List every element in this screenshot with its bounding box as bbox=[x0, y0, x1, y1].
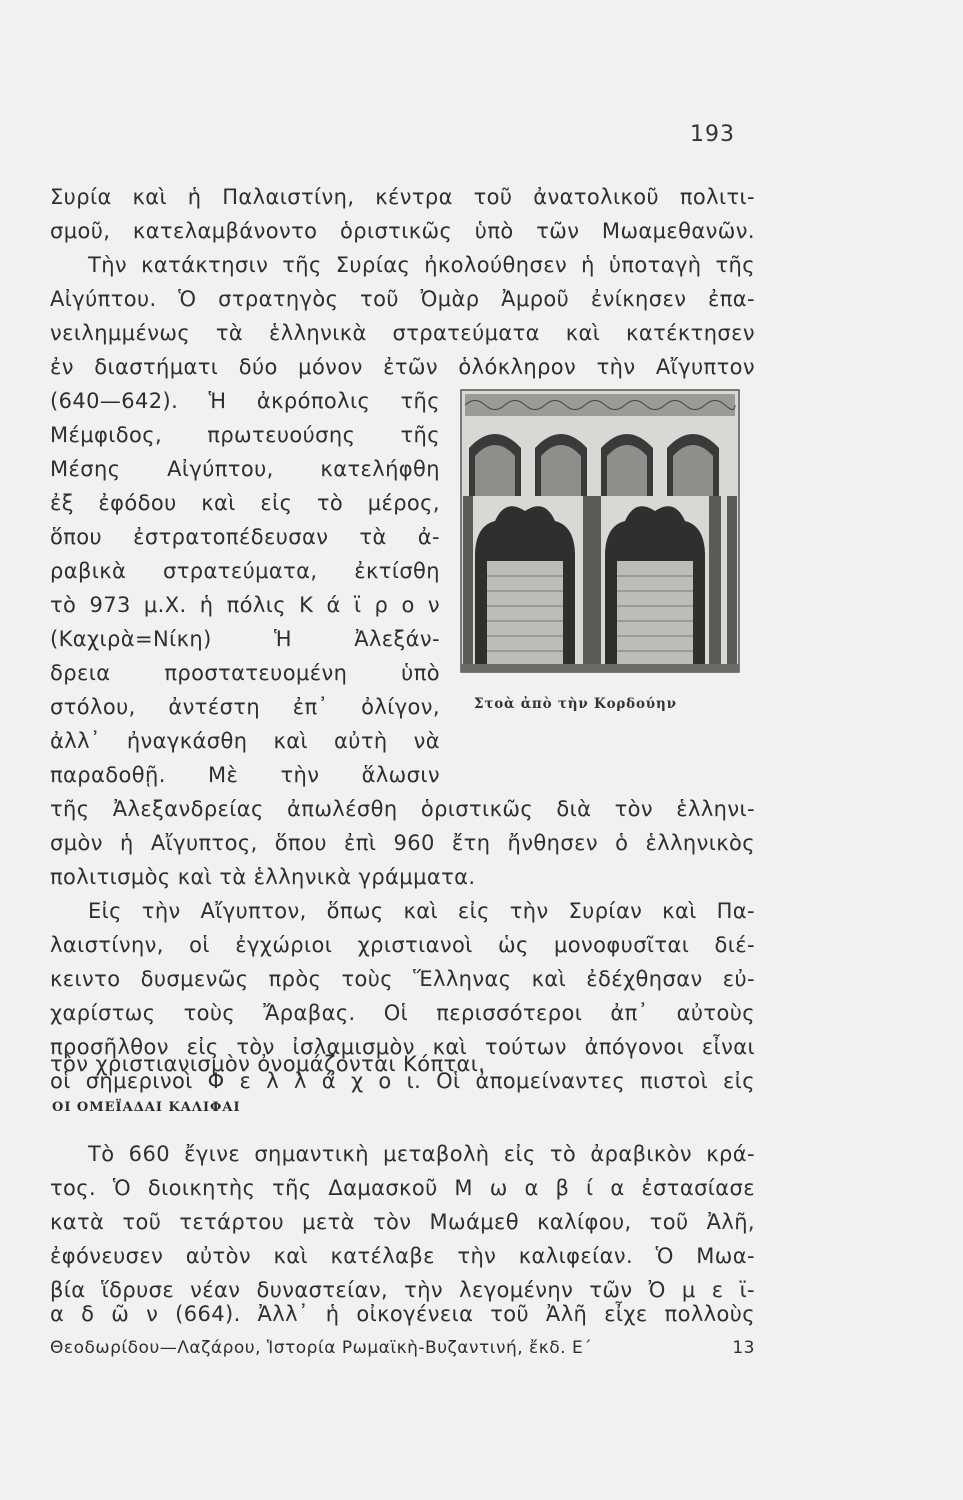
text-line: τὸ 973 μ.Χ. ἡ πόλις Κ ά ϊ ρ ο ν bbox=[50, 593, 440, 617]
text-line: ἐφόνευσεν αὐτὸν καὶ κατέλαβε τὴν καλιφείαν. Ὁ Μωα- bbox=[50, 1244, 755, 1268]
text-line: Τὴν κατάκτησιν τῆς Συρίας ἠκολούθησεν ἡ ὑποταγὴ τῆς bbox=[88, 253, 755, 277]
text-line: Τὸ 660 ἔγινε σημαντικὴ μεταβολὴ εἰς τὸ ἀραβικὸν κρά- bbox=[88, 1142, 755, 1166]
text-line: οἱ σημερινοὶ Φ ε λ λ ά χ ο ι. Οἱ ἀπομείναντες πιστοὶ εἰς bbox=[50, 1069, 755, 1093]
text-line: νειλημμένως τὰ ἑλληνικὰ στρατεύματα καὶ κατέκτησεν bbox=[50, 321, 755, 345]
text-line: κειντο δυσμενῶς πρὸς τοὺς Ἕλληνας καὶ ἐδέχθησαν εὐ- bbox=[50, 967, 755, 991]
text-line: Μέσης Αἰγύπτου, κατελήφθη bbox=[50, 457, 440, 481]
text-line: τὸν χριστιανισμὸν ὀνομάζονται Κόπται. bbox=[50, 1052, 486, 1076]
text-line: Εἰς τὴν Αἴγυπτον, ὅπως καὶ εἰς τὴν Συρίαν καὶ Πα- bbox=[88, 899, 755, 923]
section-heading: ΟΙ ΟΜΕΪΑΔΑΙ ΚΑΛΙΦΑΙ bbox=[52, 1100, 241, 1115]
text-line: σμὸν ἡ Αἴγυπτος, ὅπου ἐπὶ 960 ἔτη ἤνθησεν ὁ ἑλληνικὸς bbox=[50, 831, 755, 855]
text-line: Μέμφιδος, πρωτευούσης τῆς bbox=[50, 423, 440, 447]
text-line: δρεια προστατευομένη ὑπὸ bbox=[50, 661, 440, 685]
text-line: ραβικὰ στρατεύματα, ἐκτίσθη bbox=[50, 559, 440, 583]
cordoba-arcade-illustration bbox=[455, 386, 745, 676]
text-line: (Καχιρὰ=Νίκη) Ἡ Ἀλεξάν- bbox=[50, 627, 440, 651]
text-line: Αἰγύπτου. Ὁ στρατηγὸς τοῦ Ὀμὰρ Ἀμροῦ ἐνίκησεν ἐπα- bbox=[50, 287, 755, 311]
text-line: πολιτισμὸς καὶ τὰ ἑλληνικὰ γράμματα. bbox=[50, 865, 476, 889]
text-line: παραδοθῇ. Μὲ τὴν ἅλωσιν bbox=[50, 763, 440, 787]
page-number: 193 bbox=[690, 122, 735, 147]
text-line: ἐξ ἐφόδου καὶ εἰς τὸ μέρος, bbox=[50, 491, 440, 515]
text-line: σμοῦ, κατελαμβάνοντο ὁριστικῶς ὑπὸ τῶν Μωαμεθανῶν. bbox=[50, 219, 755, 243]
text-line: ὅπου ἐστρατοπέδευσαν τὰ ἀ- bbox=[50, 525, 440, 549]
page-footer bbox=[50, 1338, 755, 1358]
text-line: (640—642). Ἡ ἀκρόπολις τῆς bbox=[50, 389, 440, 413]
figure-caption: Στοὰ ἀπὸ τὴν Κορδούην bbox=[474, 696, 677, 712]
text-line: τος. Ὁ διοικητὴς τῆς Δαμασκοῦ Μ ω α β ί α ἐστασίασε bbox=[50, 1176, 755, 1200]
signature-mark: 13 bbox=[732, 1338, 755, 1358]
footer-citation: Θεοδωρίδου—Λαζάρου, Ἱστορία Ρωμαϊκὴ-Βυζαντινή, ἔκδ. Ε´ bbox=[50, 1338, 593, 1358]
text-line: α δ ῶ ν (664). Ἀλλ᾽ ἡ οἰκογένεια τοῦ Ἀλῆ εἶχε πολλοὺς bbox=[50, 1302, 755, 1326]
text-line: ἀλλ᾽ ἠναγκάσθη καὶ αὐτὴ νὰ bbox=[50, 729, 440, 753]
text-line: Συρία καὶ ἡ Παλαιστίνη, κέντρα τοῦ ἀνατολικοῦ πολιτι- bbox=[50, 185, 755, 209]
text-line: λαιστίνην, οἱ ἐγχώριοι χριστιανοὶ ὡς μονοφυσῖται διέ- bbox=[50, 933, 755, 957]
text-line: ἐν διαστήματι δύο μόνον ἐτῶν ὁλόκληρον τὴν Αἴγυπτον bbox=[50, 355, 755, 379]
text-line: κατὰ τοῦ τετάρτου μετὰ τὸν Μωάμεθ καλίφου, τοῦ Ἀλῆ, bbox=[50, 1210, 755, 1234]
text-line: χαρίστως τοὺς Ἄραβας. Οἱ περισσότεροι ἀπ᾽ αὐτοὺς bbox=[50, 1001, 755, 1025]
text-line: προσῆλθον εἰς τὸν ἰσλαμισμὸν καὶ τούτων ἀπόγονοι εἶναι bbox=[50, 1035, 755, 1059]
text-line: βία ἵδρυσε νέαν δυναστείαν, τὴν λεγομένην τῶν Ὀ μ ε ϊ- bbox=[50, 1278, 755, 1302]
text-line: στόλου, ἀντέστη ἐπ᾽ ὀλίγον, bbox=[50, 695, 440, 719]
text-line: τῆς Ἀλεξανδρείας ἀπωλέσθη ὁριστικῶς διὰ τὸν ἑλληνι- bbox=[50, 797, 755, 821]
